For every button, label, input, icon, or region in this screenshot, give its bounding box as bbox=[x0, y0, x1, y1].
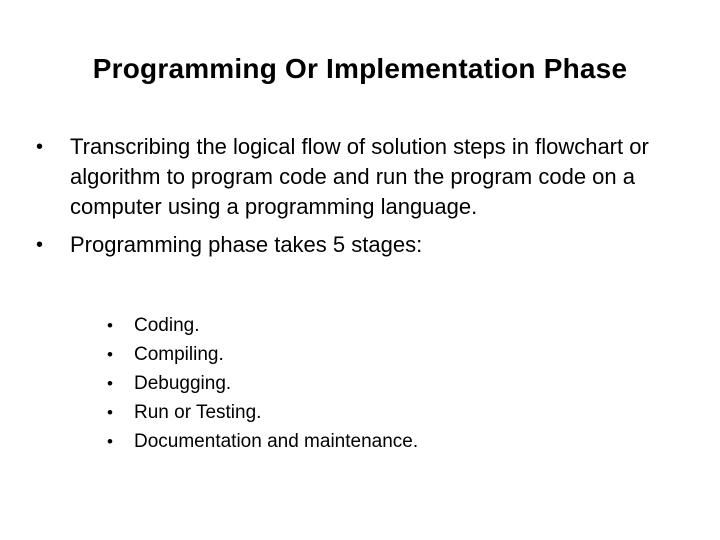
stage-text: Documentation and maintenance. bbox=[134, 431, 419, 452]
bullet-icon: • bbox=[107, 345, 113, 364]
stage-text: Debugging. bbox=[134, 373, 232, 394]
stage-item bbox=[107, 369, 418, 398]
stages-list bbox=[107, 311, 418, 456]
stage-item bbox=[107, 398, 418, 427]
bullet-item bbox=[36, 132, 696, 222]
bullet-text: Transcribing the logical flow of solution steps in flowchart or algorithm to program code and run the program code on a computer using a programming language. bbox=[70, 134, 649, 219]
slide-title: Programming Or Implementation Phase bbox=[92, 53, 628, 84]
stage-item bbox=[107, 340, 418, 369]
bullet-icon: • bbox=[36, 234, 44, 256]
stage-text: Coding. bbox=[134, 315, 200, 336]
stage-text: Run or Testing. bbox=[134, 402, 262, 423]
bullet-icon: • bbox=[36, 136, 44, 158]
bullet-list bbox=[36, 132, 696, 268]
stage-item bbox=[107, 427, 418, 456]
stage-item bbox=[107, 311, 418, 340]
bullet-icon: • bbox=[107, 403, 113, 422]
bullet-icon: • bbox=[107, 432, 113, 451]
bullet-icon: • bbox=[107, 374, 113, 393]
bullet-icon: • bbox=[107, 316, 113, 335]
stage-text: Compiling. bbox=[134, 344, 224, 365]
bullet-item bbox=[36, 230, 696, 260]
bullet-text: Programming phase takes 5 stages: bbox=[70, 232, 423, 257]
